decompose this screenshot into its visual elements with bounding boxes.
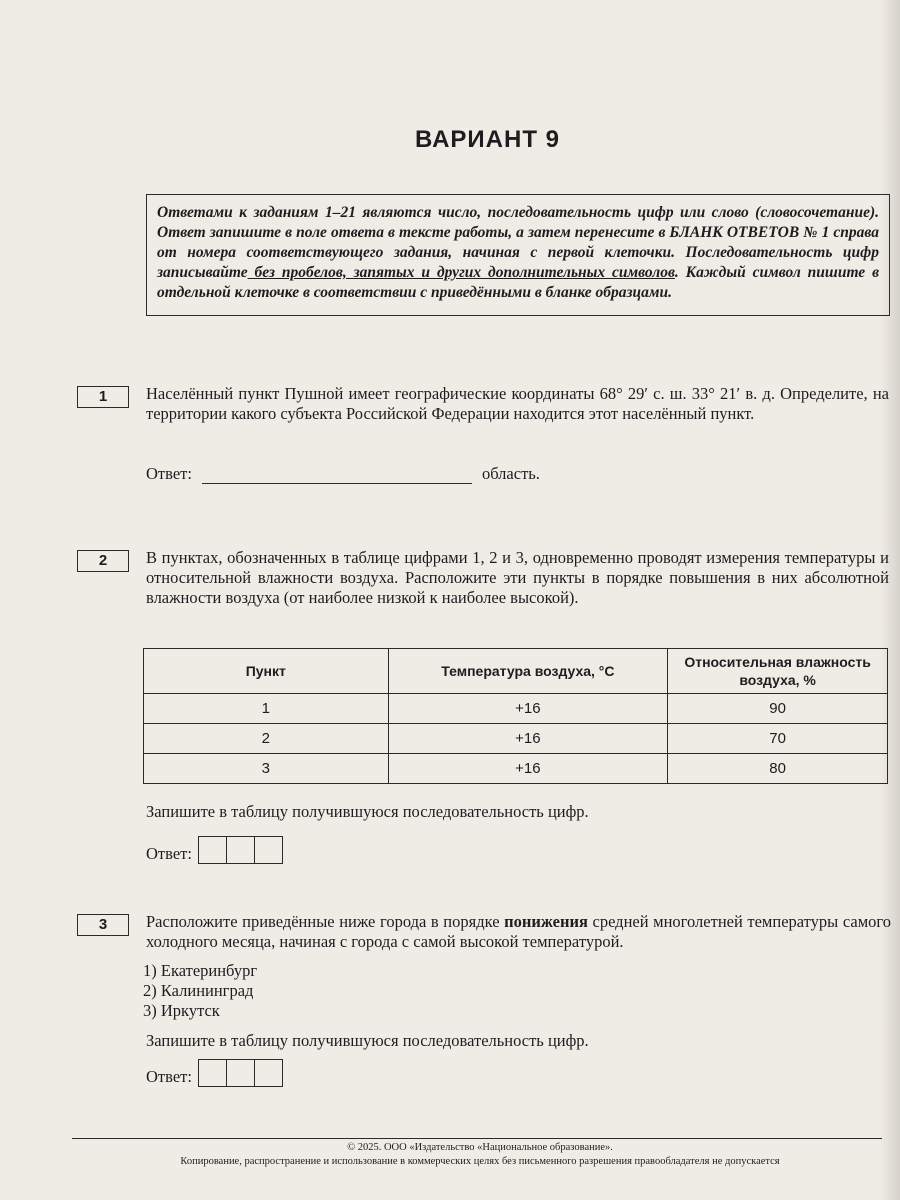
question-2-instruction: Запишите в таблицу получившуюся последовательность цифр. — [146, 802, 589, 821]
table-header-temperature: Температура воздуха, °C — [388, 649, 668, 694]
list-item: 3) Иркутск — [143, 1001, 220, 1020]
footer-notice: Копирование, распространение и использование в коммерческих целях без письменного разрешения правообладателя не допускается — [180, 1156, 780, 1167]
table-cell: 3 — [144, 754, 389, 784]
question-number-2: 2 — [77, 550, 129, 572]
question-3-text-before: Расположите приведённые ниже города в порядке — [146, 912, 505, 931]
question-1-text: Населённый пункт Пушной имеет географические координаты 68° 29′ с. ш. 33° 21′ в. д. Определите, на территории какого субъекта Российской Федерации находится этот населённый пункт. — [146, 384, 889, 423]
table-cell: +16 — [388, 694, 668, 724]
table-header-point: Пункт — [144, 649, 389, 694]
list-item: 2) Калининград — [143, 981, 254, 1000]
answer-suffix: область. — [481, 464, 540, 483]
instruction-text-2: . Каждый символ пишите в отдельной клеточке в соответствии с приведёнными в бланке образцами. — [157, 264, 879, 301]
instruction-text-1: Ответами к заданиям 1–21 являются число, последовательность цифр или слово (словосочетание). Ответ запишите в поле ответа в тексте работы, а затем перенесите в БЛАНК ОТВЕТОВ № 1 справа от номера соответствующего задания, начиная с первой клеточки. Последовательность цифр записывайте — [157, 204, 879, 281]
question-number-1: 1 — [77, 386, 129, 408]
list-item: 1) Екатеринбург — [143, 961, 258, 980]
answer-3-cells[interactable] — [198, 1059, 283, 1087]
table-cell: 80 — [668, 754, 888, 784]
question-1-answer-row — [146, 464, 540, 484]
answer-2-cells[interactable] — [198, 836, 283, 864]
table-cell: 2 — [144, 724, 389, 754]
question-number-3: 3 — [77, 914, 129, 936]
question-3-text-after: средней многолетней температуры самого холодного месяца, начиная с города с самой высокой температурой. — [146, 912, 891, 951]
answer-1-blank[interactable] — [202, 465, 472, 484]
table-cell: +16 — [388, 754, 668, 784]
variant-title: ВАРИАНТ 9 — [414, 126, 561, 153]
table-cell: 70 — [668, 724, 888, 754]
table-row — [144, 754, 888, 784]
instruction-box — [146, 194, 890, 316]
table-header-humidity: Относительная влажность воздуха, % — [668, 649, 888, 694]
answer-label: Ответ: — [146, 844, 192, 863]
table-cell: +16 — [388, 724, 668, 754]
answer-label: Ответ: — [146, 464, 192, 483]
table-row — [144, 724, 888, 754]
question-2-answer-row — [146, 836, 283, 864]
table-cell: 1 — [144, 694, 389, 724]
footer-copyright: © 2025. ООО «Издательство «Национальное образование». — [347, 1142, 613, 1153]
table-cell: 90 — [668, 694, 888, 724]
question-3-text-bold: понижения — [504, 912, 588, 931]
question-2-text: В пунктах, обозначенных в таблице цифрами 1, 2 и 3, одновременно проводят измерения температуры и относительной влажности воздуха. Расположите эти пункты в порядке повышения в них абсолютной влажности воздуха (от наиболее низкой к наиболее высокой). — [146, 548, 889, 607]
question-3-text — [146, 912, 891, 952]
answer-label: Ответ: — [146, 1067, 192, 1086]
instruction-underlined: без пробелов, запятых и других дополнительных символов — [247, 264, 675, 281]
table-row — [144, 694, 888, 724]
footer-rule — [72, 1138, 882, 1139]
question-3-answer-row — [146, 1059, 283, 1087]
humidity-table — [143, 648, 888, 784]
question-3-instruction: Запишите в таблицу получившуюся последовательность цифр. — [146, 1031, 589, 1050]
cities-list — [143, 961, 257, 1021]
